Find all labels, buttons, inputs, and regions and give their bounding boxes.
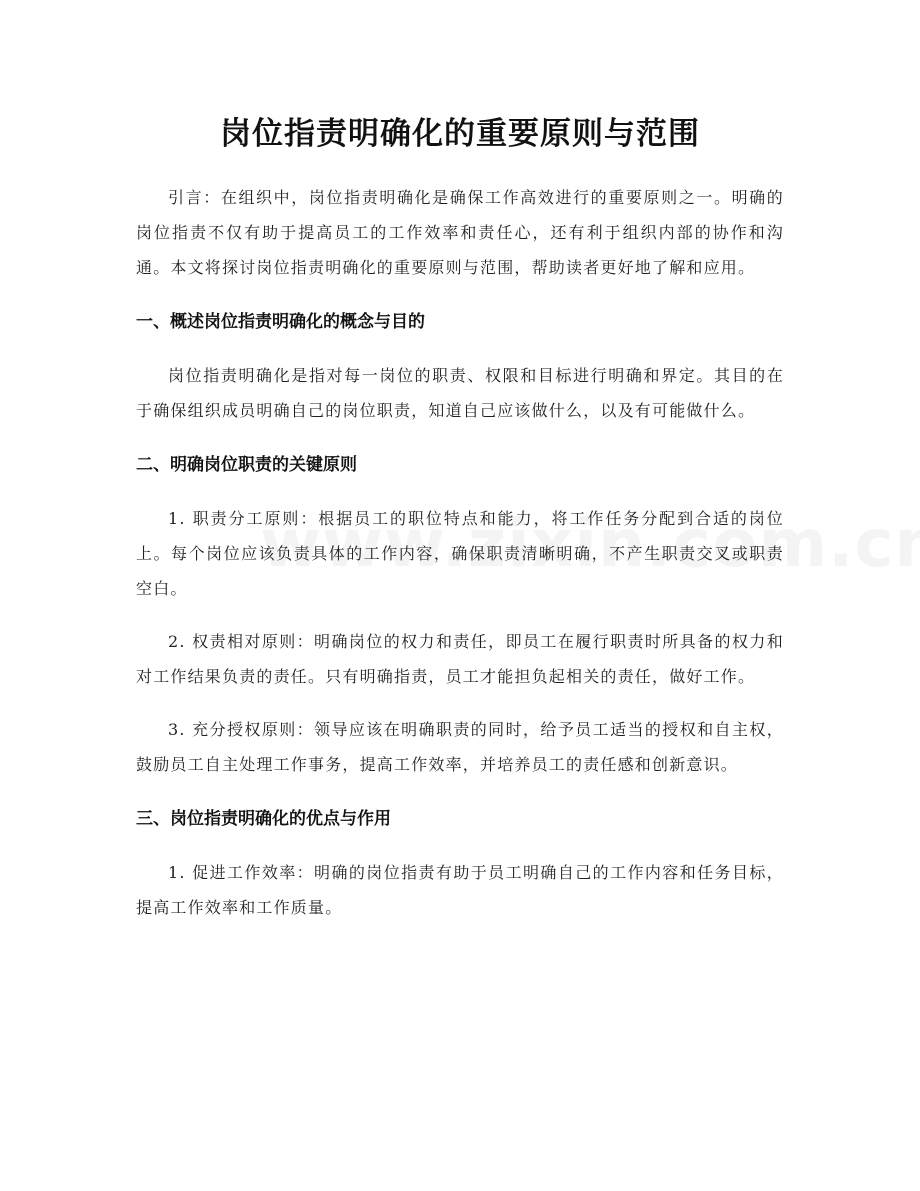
section-3-paragraph-1: 1. 促进工作效率：明确的岗位指责有助于员工明确自己的工作内容和任务目标，提高工作效率和工作质量。 xyxy=(136,863,784,917)
section-heading-2: 二、明确岗位职责的关键原则 xyxy=(136,455,357,475)
section-2-paragraph-3: 3. 充分授权原则：领导应该在明确职责的同时，给予员工适当的授权和自主权，鼓励员工自主处理工作事务，提高工作效率，并培养员工的责任感和创新意识。 xyxy=(136,720,784,774)
section-1-paragraph-1: 岗位指责明确化是指对每一岗位的职责、权限和目标进行明确和界定。其目的在于确保组织成员明确自己的岗位职责，知道自己应该做什么，以及有可能做什么。 xyxy=(136,366,784,420)
spacer xyxy=(136,694,784,712)
section-2-paragraph-2: 2. 权责相对原则：明确岗位的权力和责任，即员工在履行职责时所具备的权力和对工作结果负责的责任。只有明确指责，员工才能担负起相关的责任，做好工作。 xyxy=(136,632,784,686)
spacer xyxy=(136,837,784,855)
spacer xyxy=(136,606,784,624)
spacer xyxy=(136,340,784,358)
spacer xyxy=(136,483,784,501)
document-body xyxy=(136,180,784,925)
section-2-paragraph-1: 1. 职责分工原则：根据员工的职位特点和能力，将工作任务分配到合适的岗位上。每个岗位应该负责具体的工作内容，确保职责清晰明确，不产生职责交叉或职责空白。 xyxy=(136,509,784,598)
page-title: 岗位指责明确化的重要原则与范围 xyxy=(220,116,700,152)
intro-paragraph: 引言：在组织中，岗位指责明确化是确保工作高效进行的重要原则之一。明确的岗位指责不仅有助于提高员工的工作效率和责任心，还有利于组织内部的协作和沟通。本文将探讨岗位指责明确化的重要原则与范围，帮助读者更好地了解和应用。 xyxy=(136,188,784,277)
section-heading-1: 一、概述岗位指责明确化的概念与目的 xyxy=(136,312,425,332)
section-heading-3: 三、岗位指责明确化的优点与作用 xyxy=(136,809,391,829)
spacer xyxy=(136,428,784,448)
spacer xyxy=(136,782,784,802)
spacer xyxy=(136,285,784,305)
